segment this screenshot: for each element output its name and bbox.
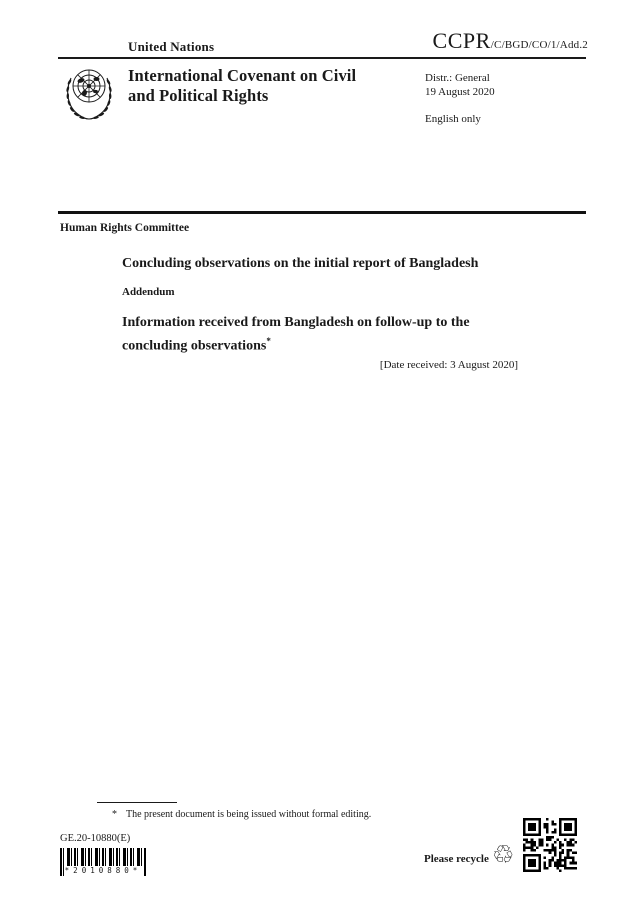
- language-note: English only: [425, 113, 481, 125]
- footnote-text: The present document is being issued without formal editing.: [126, 809, 372, 820]
- footnote-separator: [97, 802, 177, 803]
- distr-date: 19 August 2020: [425, 86, 495, 98]
- ge-number: GE.20-10880(E): [60, 833, 131, 844]
- distribution-block: [425, 71, 495, 126]
- barcode-digits: *2010880*: [64, 866, 142, 875]
- document-symbol: [433, 28, 588, 54]
- united-nations-label: United Nations: [128, 39, 215, 54]
- recycle-block: [424, 840, 515, 873]
- recycle-icon: ♲: [491, 840, 515, 869]
- footnote: [112, 809, 371, 820]
- recycle-label: Please recycle: [424, 853, 489, 865]
- date-received: [Date received: 3 August 2020]: [379, 359, 518, 371]
- document-symbol-main: CCPR: [432, 28, 491, 53]
- addendum-label: Addendum: [122, 286, 175, 298]
- footnote-marker: *: [112, 809, 117, 820]
- report-title: Concluding observations on the initial report of Bangladesh: [122, 256, 479, 271]
- distr-line: Distr.: General: [425, 72, 490, 84]
- followup-title-text: Information received from Bangladesh on follow-up to the concluding observations: [122, 315, 470, 354]
- barcode: [60, 848, 146, 876]
- followup-title: [122, 314, 534, 356]
- section-rule: [58, 211, 586, 214]
- un-emblem-icon: [61, 63, 117, 125]
- document-symbol-suffix: /C/BGD/CO/1/Add.2: [490, 39, 588, 51]
- qr-code: [523, 818, 577, 872]
- covenant-title: International Covenant on Civil and Political Rights: [128, 66, 357, 105]
- committee-heading: Human Rights Committee: [60, 222, 190, 234]
- header-rule: [58, 57, 586, 59]
- footnote-reference: *: [266, 336, 271, 346]
